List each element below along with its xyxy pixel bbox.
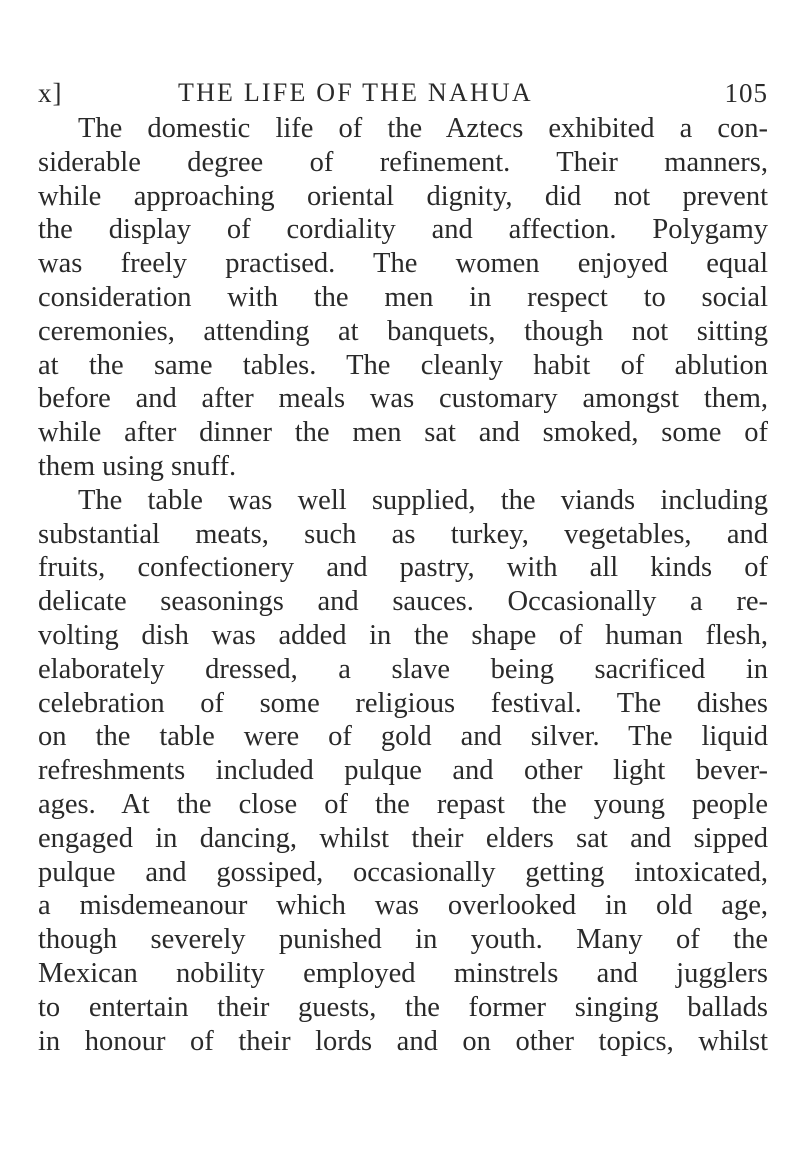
- text-line: siderable degree of refinement. Their manners,: [38, 146, 768, 178]
- running-title: THE LIFE OF THE NAHUA: [178, 78, 533, 107]
- text-line: consideration with the men in respect to social: [38, 281, 768, 313]
- text-line: The domestic life of the Aztecs exhibited a con-: [78, 113, 768, 144]
- text-line: engaged in dancing, whilst their elders sat and sipped: [38, 822, 768, 854]
- text-line: refreshments included pulque and other light bever-: [38, 755, 768, 787]
- text-line: The table was well supplied, the viands including: [78, 484, 768, 516]
- text-line: was freely practised. The women enjoyed equal: [38, 248, 768, 280]
- text-line: in honour of their lords and on other topics, whilst: [38, 1025, 768, 1057]
- text-line: though severely punished in youth. Many of the: [38, 924, 768, 956]
- text-line: ages. At the close of the repast the young people: [38, 788, 768, 820]
- text-line: while approaching oriental dignity, did not prevent: [38, 180, 768, 212]
- text-line: them using snuff.: [38, 450, 237, 482]
- text-line: celebration of some religious festival. The dishes: [38, 687, 768, 719]
- text-line: to entertain their guests, the former singing ballads: [38, 991, 768, 1023]
- text-line: volting dish was added in the shape of human flesh,: [38, 619, 768, 651]
- text-line: delicate seasonings and sauces. Occasionally a re-: [38, 586, 768, 618]
- page-number: 105: [724, 78, 768, 108]
- text-line: fruits, confectionery and pastry, with all kinds of: [38, 552, 768, 584]
- text-line: pulque and gossiped, occasionally getting intoxicated,: [38, 856, 768, 888]
- text-line: the display of cordiality and affection. Polygamy: [38, 214, 768, 246]
- text-line: ceremonies, attending at banquets, though not sitting: [38, 315, 768, 347]
- text-line: substantial meats, such as turkey, vegetables, and: [38, 518, 768, 550]
- text-line: on the table were of gold and silver. The liquid: [38, 721, 768, 753]
- body-text: [38, 112, 768, 1058]
- text-line: while after dinner the men sat and smoked, some of: [38, 417, 768, 449]
- chapter-marker: x]: [38, 78, 63, 108]
- text-line: at the same tables. The cleanly habit of ablution: [38, 349, 768, 381]
- text-line: Mexican nobility employed minstrels and jugglers: [38, 957, 768, 989]
- text-line: a misdemeanour which was overlooked in old age,: [38, 890, 768, 922]
- text-line: before and after meals was customary amongst them,: [38, 383, 768, 415]
- text-line: elaborately dressed, a slave being sacrificed in: [38, 653, 768, 685]
